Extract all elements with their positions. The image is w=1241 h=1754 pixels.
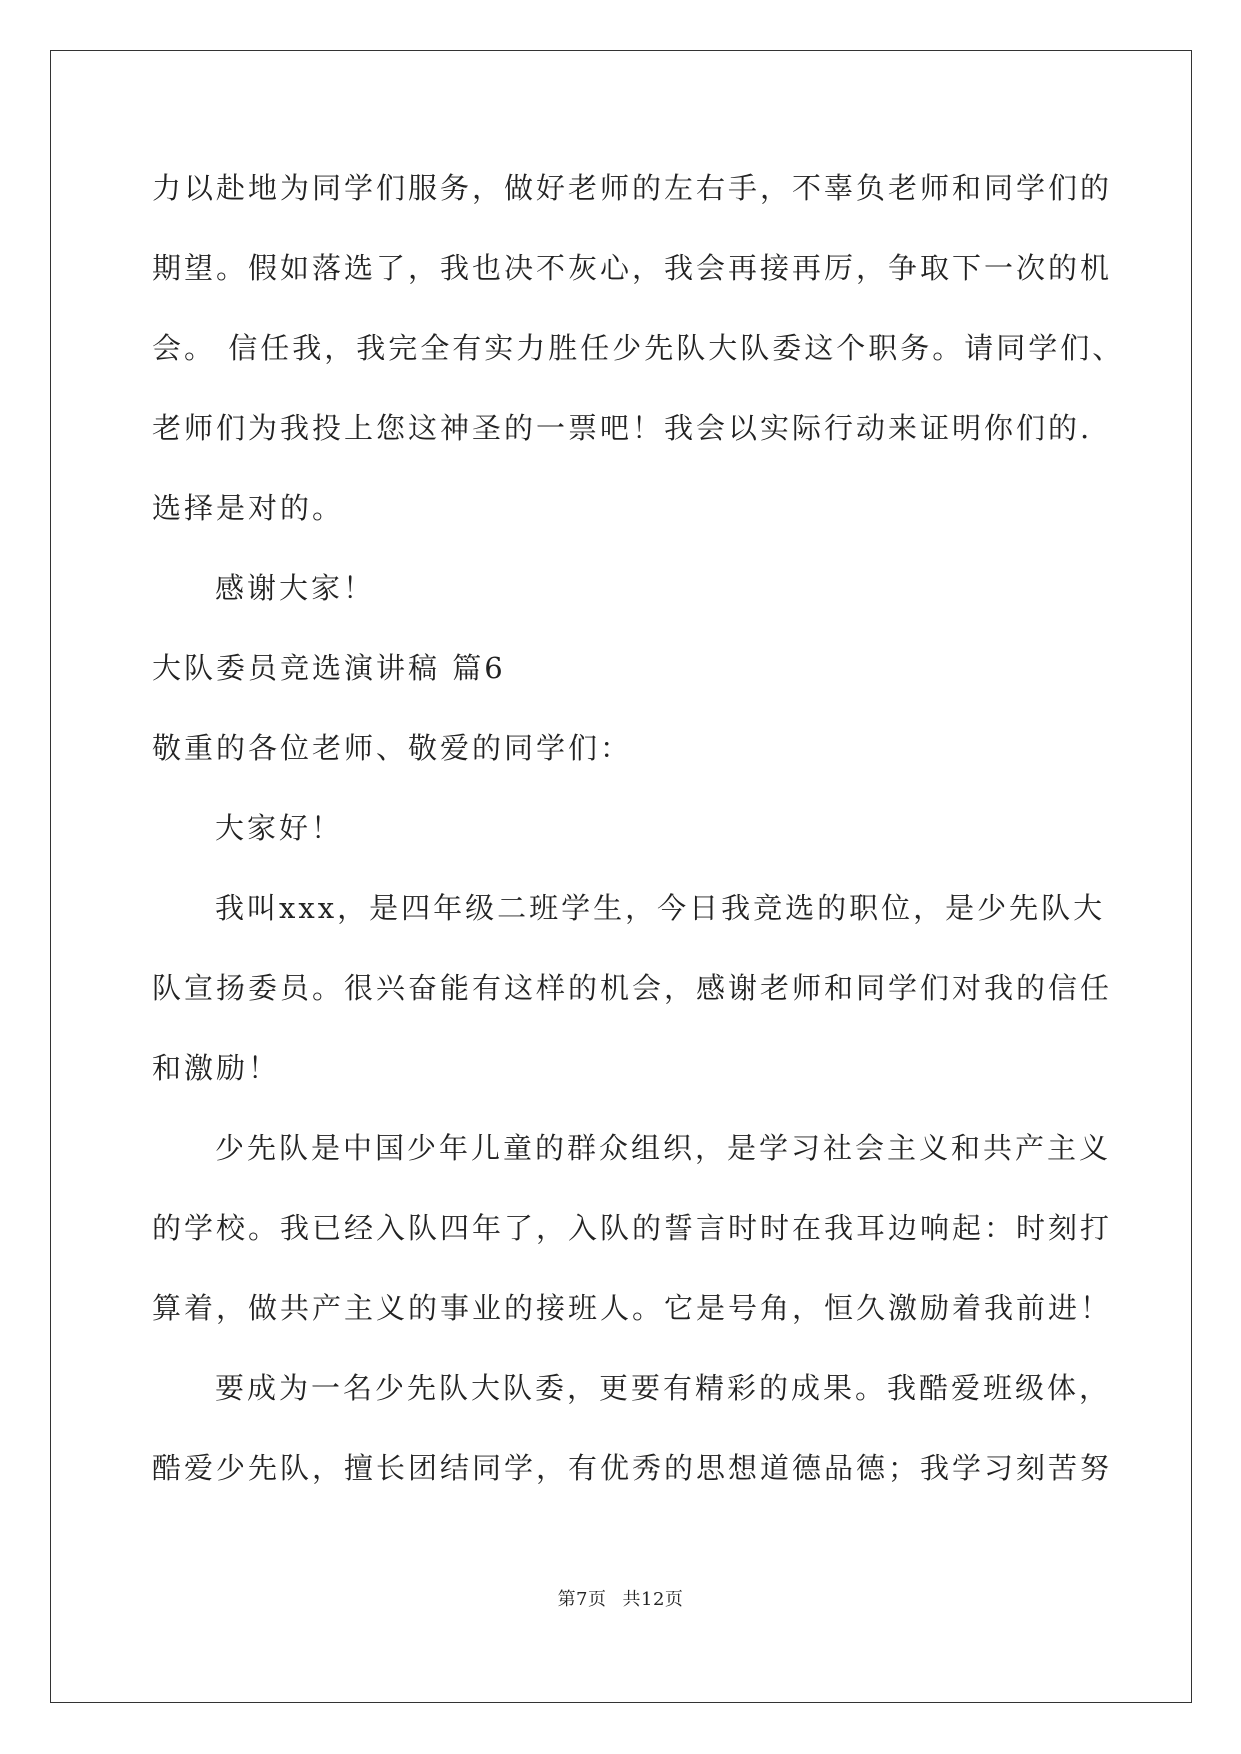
text-line-14: 的学校。我已经入队四年了，入队的誓言时时在我耳边响起：时刻打 bbox=[152, 1211, 1113, 1245]
text-line-11: 队宣扬委员。很兴奋能有这样的机会，感谢老师和同学们对我的信任 bbox=[152, 971, 1113, 1005]
text-line-2: 期望。假如落选了，我也决不灰心，我会再接再厉，争取下一次的机 bbox=[152, 251, 1113, 285]
section-heading: 大队委员竞选演讲稿 篇6 bbox=[152, 651, 506, 685]
text-line-15: 算着，做共产主义的事业的接班人。它是号角，恒久激励着我前进！ bbox=[152, 1291, 1113, 1325]
greeting: 大家好！ bbox=[215, 811, 344, 845]
closing-thanks: 感谢大家！ bbox=[215, 571, 376, 605]
text-line-4: 老师们为我投上您这神圣的一票吧！我会以实际行动来证明你们的. bbox=[152, 411, 1093, 445]
text-line-16: 要成为一名少先队大队委，更要有精彩的成果。我酷爱班级体， bbox=[215, 1371, 1112, 1405]
page-number: 第7页 bbox=[557, 1589, 607, 1610]
page-total: 共12页 bbox=[622, 1589, 684, 1610]
text-line-3: 会。 信任我，我完全有实力胜任少先队大队委这个职务。请同学们、 bbox=[152, 331, 1125, 365]
salutation: 敬重的各位老师、敬爱的同学们： bbox=[152, 731, 633, 765]
text-line-13: 少先队是中国少年儿童的群众组织，是学习社会主义和共产主义 bbox=[215, 1131, 1112, 1165]
text-line-1: 力以赴地为同学们服务，做好老师的左右手，不辜负老师和同学们的 bbox=[152, 171, 1113, 205]
text-line-17: 酷爱少先队，擅长团结同学，有优秀的思想道德品德；我学习刻苦努 bbox=[152, 1451, 1113, 1485]
page-footer bbox=[0, 1588, 1241, 1612]
text-line-12: 和激励！ bbox=[152, 1051, 281, 1085]
text-line-5: 选择是对的。 bbox=[152, 491, 345, 525]
text-line-10: 我叫xxx，是四年级二班学生，今日我竞选的职位，是少先队大 bbox=[215, 891, 1106, 925]
